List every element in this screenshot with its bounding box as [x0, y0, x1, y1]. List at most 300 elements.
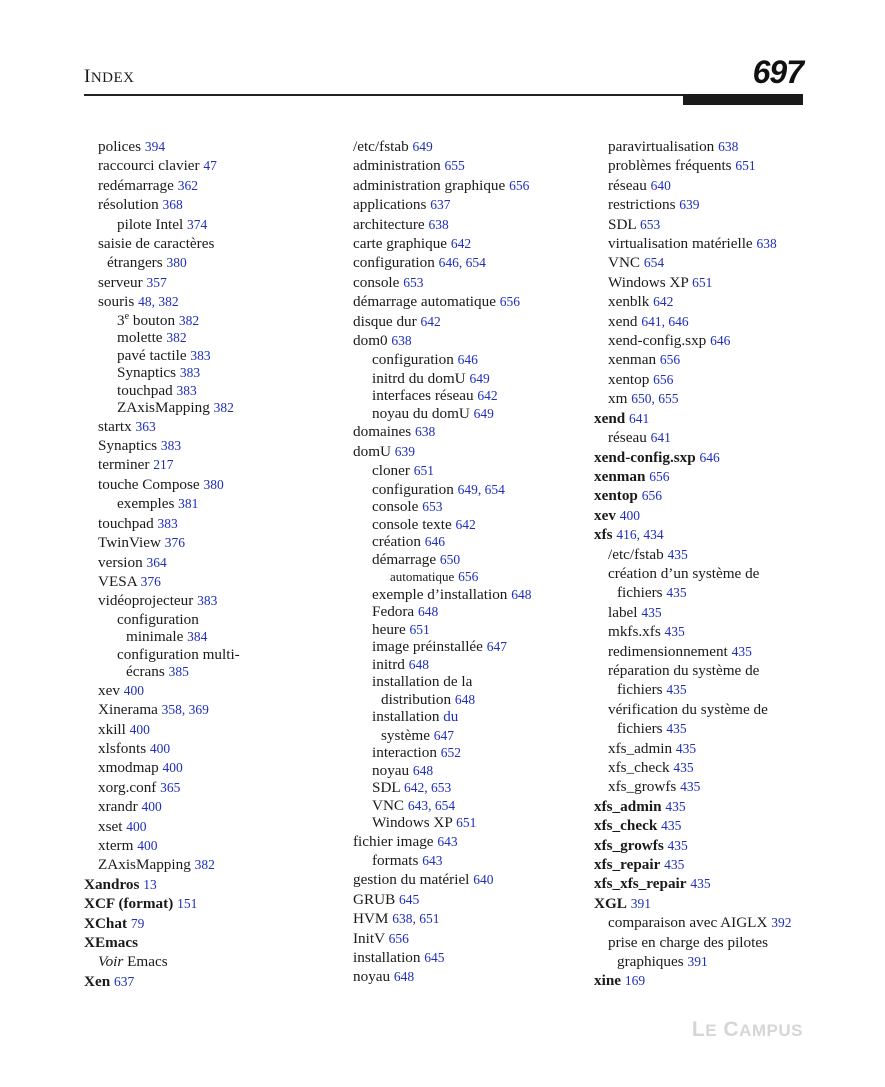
page-reference-link[interactable]: 48, 382: [138, 294, 179, 310]
index-term: automatique: [390, 569, 455, 585]
page-reference-link[interactable]: 643: [437, 833, 458, 849]
page-reference-link[interactable]: 656: [509, 177, 530, 193]
index-term: xorg.conf: [98, 778, 157, 796]
index-term: xfs_check: [594, 817, 658, 835]
index-term: résolution: [98, 196, 159, 214]
index-entry: [353, 779, 531, 797]
page-reference-link[interactable]: 648: [408, 656, 429, 672]
index-term: VNC: [372, 796, 405, 814]
page-reference-link[interactable]: 638: [391, 333, 412, 349]
page-reference-link[interactable]: 645: [399, 891, 420, 907]
index-term: vidéoprojecteur: [98, 592, 194, 610]
index-entry: [353, 727, 531, 745]
index-term: ZAxisMapping: [98, 856, 191, 874]
page-reference-link[interactable]: 382: [178, 312, 200, 328]
page-reference-link[interactable]: 649: [473, 405, 494, 421]
see-reference-label: Voir: [98, 953, 124, 971]
page-reference-link[interactable]: 400: [149, 740, 171, 756]
page-reference-link[interactable]: 435: [666, 682, 687, 698]
index-term: VESA: [98, 572, 137, 590]
index-entry: [353, 331, 531, 350]
page-reference-link[interactable]: 638: [718, 139, 739, 154]
page-reference-link[interactable]: 642, 653: [403, 780, 452, 796]
page-reference-link[interactable]: 382: [166, 330, 187, 346]
publisher-logo: [692, 1018, 803, 1042]
page-reference-link[interactable]: 654: [643, 255, 665, 271]
index-term: disque dur: [353, 312, 417, 330]
page-reference-link[interactable]: 357: [146, 274, 167, 290]
page-reference-link[interactable]: 79: [130, 915, 145, 931]
index-entry: [594, 467, 791, 486]
page-reference-link[interactable]: 381: [178, 496, 199, 512]
index-entry: [594, 952, 791, 971]
page-reference-link[interactable]: 400: [162, 760, 183, 776]
index-entry: [84, 215, 240, 234]
index-entry: [84, 382, 240, 400]
page-reference-link[interactable]: 648: [417, 604, 439, 620]
index-term: paravirtualisation: [608, 138, 715, 155]
page-reference-link[interactable]: 382: [213, 400, 234, 416]
index-entry: [84, 364, 240, 382]
index-term: xfs_check: [608, 759, 670, 776]
index-entry: [84, 663, 240, 681]
index-entry: [84, 700, 240, 719]
index-entry: [353, 350, 531, 369]
index-term: réseau: [608, 176, 647, 194]
index-term: xterm: [98, 836, 134, 854]
index-entry: [594, 933, 791, 952]
page-reference-link[interactable]: 217: [153, 457, 174, 473]
logo-letter-l: L: [691, 1018, 706, 1041]
index-entry: [594, 156, 791, 175]
index-term: xfs_repair: [594, 856, 661, 874]
index-entry: [84, 758, 240, 777]
index-entry: [84, 817, 240, 836]
index-entry: [353, 744, 531, 762]
page-reference-link[interactable]: 435: [661, 818, 682, 834]
page-reference-link[interactable]: 380: [166, 255, 187, 271]
index-term: écrans: [126, 663, 165, 681]
page-reference-link[interactable]: 435: [673, 760, 694, 775]
page-reference-link[interactable]: 641: [650, 430, 671, 446]
page-reference-link[interactable]: 651: [413, 463, 434, 479]
page-reference-link[interactable]: 653: [403, 274, 424, 290]
index-entry: [84, 797, 240, 816]
page-reference-link[interactable]: 649: [412, 139, 433, 154]
index-term: serveur: [98, 273, 143, 291]
page-reference-link[interactable]: 648: [454, 691, 476, 707]
page-reference-link[interactable]: 400: [126, 818, 147, 834]
index-term: administration: [353, 157, 441, 175]
index-entry: [594, 622, 791, 641]
index-term: XChat: [84, 914, 128, 932]
index-term: configuration: [353, 254, 435, 272]
page-reference-link[interactable]: 376: [164, 535, 186, 551]
page-reference-link[interactable]: 648: [511, 586, 532, 602]
index-entry: [353, 481, 531, 499]
index-entry: [84, 952, 240, 971]
index-entry: [353, 137, 531, 156]
page-reference-link[interactable]: 656: [499, 294, 520, 310]
page-reference-link[interactable]: 646: [457, 352, 478, 368]
index-entry: [594, 137, 791, 156]
page-reference-link[interactable]: 383: [176, 382, 197, 398]
index-entry: [594, 680, 791, 699]
index-entry: [353, 370, 531, 388]
page-reference-link[interactable]: 435: [667, 546, 688, 562]
index-term: saisie de caractères: [98, 235, 215, 253]
index-term: Windows XP: [608, 273, 689, 291]
index-entry: [353, 814, 531, 832]
index-entry: [84, 681, 240, 700]
index-entry: [84, 646, 240, 664]
page-reference-link[interactable]: 642: [477, 388, 498, 404]
page-reference-link[interactable]: 640: [473, 872, 494, 888]
page-reference-link[interactable]: 638, 651: [392, 911, 440, 927]
index-term: réseau: [608, 429, 647, 447]
index-entry: [84, 234, 240, 253]
entry-prefix: 3: [117, 311, 125, 329]
index-entry: [353, 568, 531, 586]
index-term: xenman: [608, 351, 657, 369]
index-entry: [594, 894, 791, 913]
page-reference-link[interactable]: 392: [771, 915, 792, 931]
page-reference-link[interactable]: 151: [177, 896, 198, 912]
index-entry: [84, 156, 240, 175]
page-reference-link[interactable]: 435: [664, 857, 685, 873]
index-term: SDL: [372, 779, 401, 797]
index-term: exemple d’installation: [372, 585, 508, 603]
page-reference-link[interactable]: 646: [710, 333, 731, 349]
page-reference-link[interactable]: 656: [458, 569, 479, 585]
page-reference-link[interactable]: 364: [146, 554, 167, 570]
page-reference-link[interactable]: 645: [424, 950, 445, 966]
page-reference-link[interactable]: 653: [639, 216, 661, 232]
index-entry: [353, 312, 531, 331]
page-reference-link[interactable]: 435: [641, 604, 662, 620]
page-reference-link[interactable]: 391: [687, 954, 708, 970]
index-term: Xen: [84, 972, 111, 990]
index-entry: [594, 486, 791, 505]
page-reference-link[interactable]: 641, 646: [641, 313, 689, 329]
index-entry: [594, 642, 791, 661]
page-reference-link[interactable]: 383: [190, 347, 211, 363]
index-term: xrandr: [98, 798, 138, 816]
page-reference-link[interactable]: 638: [756, 236, 777, 252]
index-term: console: [372, 498, 419, 516]
index-term: initrd: [372, 655, 405, 673]
page-reference-link[interactable]: 641: [629, 410, 650, 426]
index-entry: [353, 929, 531, 948]
index-entry: [84, 875, 240, 894]
index-term: configuration: [372, 480, 454, 498]
page-reference-link[interactable]: 642: [653, 294, 674, 310]
page-reference-link[interactable]: 383: [179, 365, 201, 381]
index-term: prise en charge des pilotes: [608, 933, 768, 951]
index-term: domaines: [353, 423, 412, 441]
index-term: GRUB: [353, 890, 396, 908]
index-term: TwinView: [98, 534, 161, 552]
index-entry: [84, 494, 240, 513]
page-reference-link[interactable]: 646: [424, 534, 445, 550]
index-term: administration graphique: [353, 176, 506, 194]
page-reference-link[interactable]: 650: [439, 551, 461, 567]
index-term: heure: [372, 620, 406, 638]
index-entry: [594, 428, 791, 447]
index-term: ZAxisMapping: [117, 399, 210, 417]
index-term: restrictions: [608, 196, 676, 214]
index-term: XGL: [594, 894, 627, 912]
index-entry: [84, 329, 240, 347]
page-reference-link[interactable]: 400: [123, 682, 144, 698]
index-term: xlsfonts: [98, 739, 147, 757]
page-reference-link[interactable]: 435: [665, 798, 686, 814]
page-reference-link[interactable]: 656: [659, 352, 681, 368]
index-entry: [594, 836, 791, 855]
page-reference-link[interactable]: 394: [144, 139, 166, 154]
index-entry: [353, 691, 531, 709]
page-reference-link[interactable]: 646: [699, 449, 720, 465]
page-reference-link[interactable]: 384: [187, 629, 208, 645]
page-reference-link[interactable]: 646, 654: [438, 255, 486, 271]
index-entry: [353, 461, 531, 480]
index-term-tail[interactable]: du: [443, 709, 459, 726]
index-term: XCF (format): [84, 895, 174, 913]
page-reference-link[interactable]: 648: [412, 762, 434, 778]
index-term: problèmes fréquents: [608, 157, 732, 175]
page-reference-link[interactable]: 655: [444, 158, 465, 174]
index-term: HVM: [353, 910, 389, 928]
page-reference-link[interactable]: 651: [409, 621, 430, 637]
index-term: xend-config.sxp: [594, 448, 696, 466]
page-reference-link[interactable]: 642: [455, 516, 476, 532]
index-term: comparaison avec AIGLX: [608, 914, 768, 932]
page-reference-link[interactable]: 380: [203, 476, 224, 492]
page-reference-link[interactable]: 656: [649, 468, 670, 484]
page-reference-link[interactable]: 435: [675, 740, 697, 756]
page-reference-link[interactable]: 649: [469, 370, 490, 386]
page-reference-link[interactable]: 643: [422, 853, 443, 868]
index-entry: [84, 894, 240, 913]
index-entry: [594, 739, 791, 758]
index-entry: [594, 603, 791, 622]
index-term: configuration multi-: [117, 645, 240, 663]
page-reference-link[interactable]: 374: [187, 216, 208, 232]
index-entry: [594, 971, 791, 990]
page-reference-link[interactable]: 435: [666, 585, 687, 601]
page-reference-link[interactable]: 435: [666, 721, 687, 737]
index-entry: [84, 195, 240, 214]
index-term: xfs_xfs_repair: [594, 875, 687, 893]
page-reference-link[interactable]: 391: [630, 895, 651, 911]
index-term: redémarrage: [98, 176, 174, 194]
index-entry: [84, 933, 240, 952]
index-term: mkfs.xfs: [608, 623, 661, 641]
index-entry: [594, 253, 791, 272]
index-term: domU: [353, 442, 391, 460]
index-entry: [84, 137, 240, 156]
index-entry: [594, 389, 791, 408]
index-entry: [594, 448, 791, 467]
page-reference-link[interactable]: 639: [679, 197, 700, 213]
page-reference-link[interactable]: 650, 655: [631, 391, 679, 407]
index-term: redimensionnement: [608, 642, 728, 660]
index-term: Xinerama: [98, 701, 158, 719]
page-reference-link[interactable]: 652: [440, 745, 461, 761]
page-reference-link[interactable]: 638: [415, 424, 436, 440]
page-reference-link[interactable]: 400: [141, 799, 162, 815]
index-term: démarrage automatique: [353, 293, 496, 311]
page-reference-link[interactable]: 435: [690, 876, 711, 892]
index-term: raccourci clavier: [98, 157, 200, 175]
page-reference-link[interactable]: 435: [680, 779, 701, 795]
page-reference-link[interactable]: 656: [641, 488, 662, 504]
page-reference-link[interactable]: 642: [450, 236, 472, 252]
index-term: fichiers: [617, 720, 663, 738]
index-term: installation: [372, 708, 440, 726]
page-reference-link[interactable]: 383: [157, 515, 178, 531]
index-term: pilote Intel: [117, 215, 184, 233]
index-entry: [353, 708, 531, 727]
index-entry: [353, 832, 531, 851]
index-term: xev: [98, 681, 120, 699]
page-reference-link[interactable]: 376: [140, 573, 161, 589]
index-entry: [594, 506, 791, 525]
page-reference-link[interactable]: 435: [731, 643, 752, 659]
index-entry: [353, 890, 531, 909]
index-term: réparation du système de: [608, 661, 760, 679]
page-reference-link[interactable]: 637: [430, 197, 451, 213]
page-reference-link[interactable]: 435: [664, 624, 685, 640]
index-term: XEmacs: [84, 934, 138, 951]
index-entry: [353, 638, 531, 656]
page-reference-link[interactable]: 656: [653, 371, 674, 387]
page-reference-link[interactable]: 416, 434: [616, 527, 664, 543]
index-entry: [84, 176, 240, 195]
index-term: applications: [353, 196, 427, 214]
page-reference-link[interactable]: 637: [113, 973, 135, 989]
index-term: exemples: [117, 495, 175, 513]
page-reference-link[interactable]: 169: [624, 973, 646, 989]
index-entry: [84, 720, 240, 739]
index-entry: [84, 836, 240, 855]
page-reference-link[interactable]: 651: [735, 158, 756, 174]
index-entry: [84, 347, 240, 365]
logo-rest: AMPUS: [739, 1021, 803, 1040]
page-reference-link[interactable]: 643, 654: [407, 797, 456, 813]
index-entry: [594, 583, 791, 602]
index-term: version: [98, 553, 143, 571]
index-term: xfs_growfs: [594, 836, 664, 854]
index-term: xine: [594, 972, 622, 990]
page-reference-link[interactable]: 400: [619, 507, 640, 523]
index-term: touchpad: [98, 514, 154, 532]
page-reference-link[interactable]: 363: [135, 418, 156, 434]
page-reference-link[interactable]: 639: [394, 443, 416, 459]
index-entry: [84, 572, 240, 591]
index-term: touche Compose: [98, 475, 200, 493]
index-entry: [353, 422, 531, 441]
index-entry: [84, 553, 240, 572]
running-head: [84, 66, 135, 88]
index-term: xev: [594, 506, 616, 524]
logo-letter-e: E: [705, 1021, 718, 1040]
page-reference-link[interactable]: 638: [428, 216, 449, 232]
page-reference-link[interactable]: 642: [420, 313, 441, 329]
page-reference-link[interactable]: 13: [143, 876, 157, 892]
page-reference-link[interactable]: 653: [422, 499, 443, 515]
index-term: xend-config.sxp: [608, 332, 707, 350]
index-entry: [353, 870, 531, 889]
page-reference-link[interactable]: 385: [168, 664, 189, 680]
page-reference-link[interactable]: 435: [667, 837, 688, 853]
index-entry: [594, 350, 791, 369]
page-number: 697: [752, 54, 803, 90]
index-term: startx: [98, 417, 132, 435]
index-term: graphiques: [617, 953, 684, 971]
index-entry: [353, 176, 531, 195]
index-term: noyau: [372, 761, 410, 779]
index-entry: [353, 516, 531, 534]
index-column-3: [594, 137, 791, 991]
index-term: architecture: [353, 215, 425, 233]
index-entry: [594, 758, 791, 777]
index-term: installation de la: [372, 673, 473, 691]
index-term: console: [353, 273, 400, 291]
index-term: fichiers: [617, 584, 663, 602]
page-reference-link[interactable]: 383: [197, 593, 218, 609]
index-term: Synaptics: [117, 364, 177, 382]
index-term: xend: [608, 312, 638, 330]
index-entry: [594, 292, 791, 311]
index-term: Synaptics: [98, 437, 158, 455]
page-reference-link[interactable]: 651: [456, 815, 477, 831]
page-reference-link[interactable]: 400: [137, 837, 158, 853]
index-entry: [84, 273, 240, 292]
index-entry: [353, 967, 531, 986]
index-term: noyau: [353, 968, 391, 986]
index-entry: [84, 628, 240, 646]
page-reference-link[interactable]: 400: [129, 721, 150, 737]
index-term: image préinstallée: [372, 638, 483, 656]
index-entry: [353, 673, 531, 691]
page-reference-link[interactable]: 647: [433, 727, 454, 743]
index-term: interfaces réseau: [372, 387, 474, 405]
page-reference-link[interactable]: 656: [388, 930, 409, 946]
index-term: xfs: [594, 526, 613, 544]
index-entry: [353, 234, 531, 253]
page-reference-link[interactable]: 647: [486, 639, 507, 655]
index-entry: [84, 417, 240, 436]
index-term: Fedora: [372, 603, 415, 621]
page-reference-link[interactable]: 383: [160, 438, 182, 454]
running-head-rest: NDEX: [90, 70, 135, 86]
index-entry: [594, 370, 791, 389]
page-reference-link[interactable]: 640: [650, 177, 671, 193]
page-reference-link[interactable]: 368: [162, 197, 183, 213]
index-entry: [84, 292, 240, 311]
page-reference-link[interactable]: 358, 369: [161, 702, 209, 718]
index-term: xm: [608, 390, 628, 408]
page-reference-link[interactable]: 648: [393, 969, 415, 985]
page-reference-link[interactable]: 651: [692, 274, 713, 290]
page-reference-link[interactable]: 365: [160, 779, 181, 795]
page-reference-link[interactable]: 382: [194, 857, 215, 873]
page-reference-link[interactable]: 47: [203, 158, 217, 174]
index-entry: [594, 913, 791, 932]
page-reference-link[interactable]: 362: [177, 177, 198, 193]
page-reference-link[interactable]: 649, 654: [457, 481, 505, 497]
